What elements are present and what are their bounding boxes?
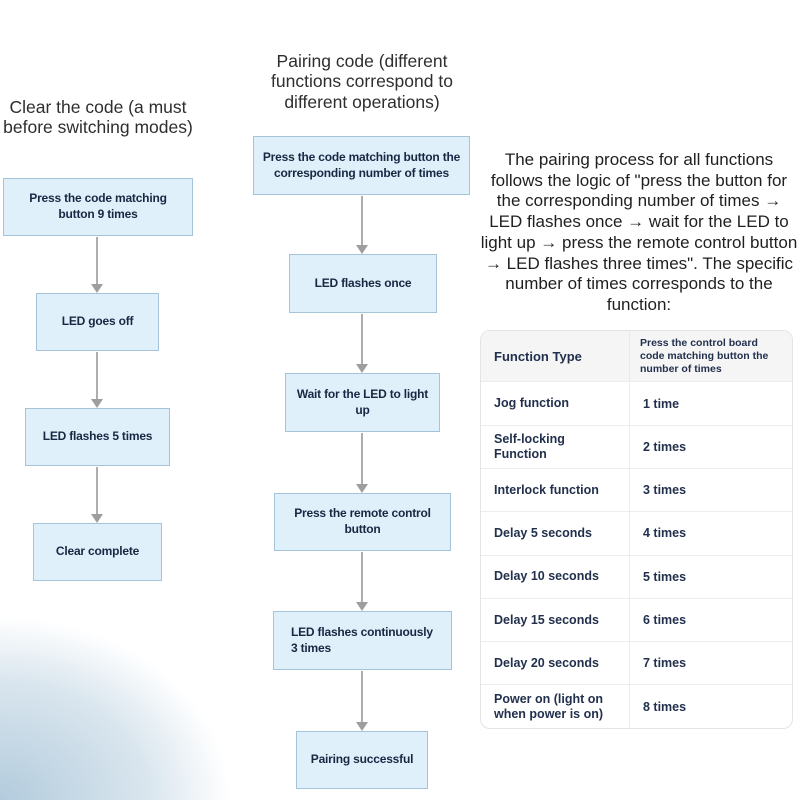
clear-flow-step-led-goes-off: LED goes off [36, 293, 159, 351]
flow-arrow-down-icon [355, 552, 369, 611]
clear-flow-step-clear-complete: Clear complete [33, 523, 162, 581]
table-row [481, 555, 792, 598]
flow-arrow-down-icon [355, 196, 369, 254]
pairing-flow-step-led-flashes-once: LED flashes once [289, 254, 437, 313]
cell-times: 1 time [629, 382, 792, 424]
function-times-table [480, 330, 793, 729]
cell-function: Delay 10 seconds [494, 569, 599, 584]
cell-times: 8 times [629, 685, 792, 727]
table-row [481, 684, 792, 727]
flow-arrow-down-icon [90, 352, 104, 408]
cell-function: Jog function [494, 396, 569, 411]
cell-function: Delay 20 seconds [494, 655, 599, 670]
flow-arrow-down-icon [355, 314, 369, 373]
cell-times: 7 times [629, 642, 792, 684]
pairing-flow-step-pairing-successful: Pairing successful [296, 731, 428, 789]
clear-flow-step-led-flashes-5-times: LED flashes 5 times [25, 408, 170, 466]
table-header-press-times: Press the control board code matching button the number of times [629, 331, 792, 381]
table-row [481, 641, 792, 684]
table-row [481, 425, 792, 468]
pairing-flow-step-press-matching-button: Press the code matching button the corresponding number of times [253, 136, 470, 195]
clear-code-flow-title: Clear the code (a must before switching modes) [3, 97, 193, 138]
pairing-process-description: The pairing process for all functions follows the logic of "press the button for the corresponding number of times → LED flashes once → wait for the LED to light up → press the remote control button → LED flashes three times". The specific number of times corresponds to the function: [480, 150, 798, 315]
cell-function: Delay 5 seconds [494, 526, 592, 541]
cell-times: 3 times [629, 469, 792, 511]
table-row [481, 598, 792, 641]
pairing-flow-step-led-flashes-3-times: LED flashes continuously 3 times [273, 611, 452, 670]
cell-times: 5 times [629, 556, 792, 598]
cell-function: Power on (light on when power is on) [494, 691, 604, 721]
table-row [481, 511, 792, 554]
cell-times: 6 times [629, 599, 792, 641]
clear-flow-step-press-button-9-times: Press the code matching button 9 times [3, 178, 193, 236]
flow-arrow-down-icon [90, 237, 104, 293]
cell-times: 2 times [629, 426, 792, 468]
flow-arrow-down-icon [90, 467, 104, 523]
corner-glow-decoration [0, 585, 270, 800]
cell-function: Self-locking Function [494, 432, 565, 461]
cell-times: 4 times [629, 512, 792, 554]
table-row [481, 381, 792, 424]
cell-function: Interlock function [494, 482, 599, 497]
table-row [481, 468, 792, 511]
table-header-function-type: Function Type [494, 348, 582, 364]
pairing-flow-step-wait-led-light-up: Wait for the LED to light up [285, 373, 440, 432]
table-header-row [481, 331, 792, 381]
flow-arrow-down-icon [355, 671, 369, 731]
pairing-code-flow-title: Pairing code (different functions correspond to different operations) [271, 51, 453, 112]
pairing-flow-step-press-remote-button: Press the remote control button [274, 493, 451, 551]
cell-function: Delay 15 seconds [494, 612, 599, 627]
flow-arrow-down-icon [355, 433, 369, 493]
